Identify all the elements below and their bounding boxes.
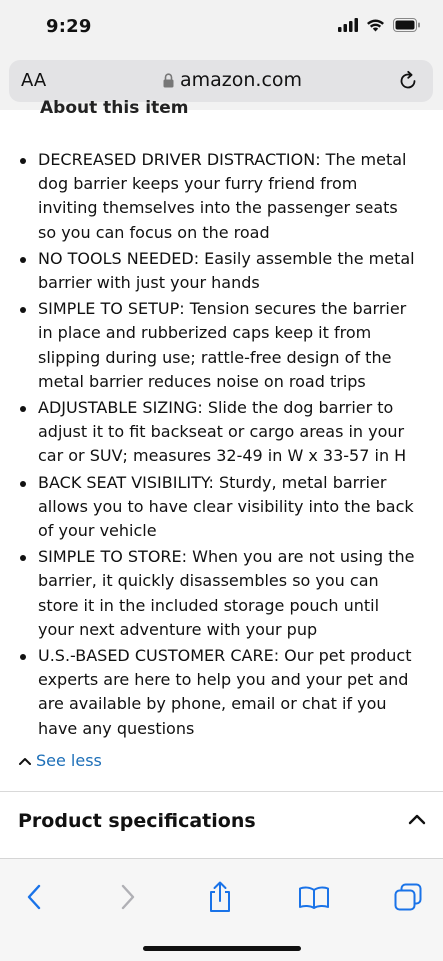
- collapse-chevron-up-icon[interactable]: [407, 812, 427, 826]
- lock-icon: [163, 73, 174, 88]
- status-icons: [338, 18, 421, 32]
- bullet-dot: [20, 555, 26, 561]
- status-time: 9:29: [46, 16, 92, 37]
- back-button[interactable]: [14, 879, 54, 915]
- back-icon: [26, 884, 42, 910]
- bullet-text: NO TOOLS NEEDED: Easily assemble the metal barrier with just your hands: [38, 248, 415, 293]
- bullet-dot: [20, 406, 26, 412]
- page-content: [0, 98, 443, 858]
- list-item: [38, 396, 418, 469]
- bookmarks-button[interactable]: [294, 879, 334, 915]
- list-item: [38, 247, 418, 295]
- share-icon: [207, 881, 233, 913]
- list-item: [38, 148, 418, 245]
- wifi-icon: [366, 18, 385, 32]
- bullet-text: U.S.-BASED CUSTOMER CARE: Our pet product experts are here to help you and your pet and are available by phone, email or chat if you have any questions: [38, 646, 412, 738]
- cellular-signal-icon: [338, 18, 358, 32]
- product-specifications-title[interactable]: Product specifications: [18, 810, 256, 832]
- about-this-item-heading: About this item: [40, 98, 189, 118]
- forward-button[interactable]: [108, 879, 148, 915]
- tabs-button[interactable]: [388, 879, 428, 915]
- section-divider: [0, 791, 443, 792]
- status-bar: [0, 0, 443, 52]
- feature-bullet-list: [38, 148, 418, 743]
- bullet-text: SIMPLE TO STORE: When you are not using the barrier, it quickly disassembles so you can store it in the included storage pouch until your next adventure with your pup: [38, 547, 415, 639]
- see-less-link[interactable]: [18, 751, 102, 770]
- bullet-dot: [20, 257, 26, 263]
- bullet-dot: [20, 654, 26, 660]
- list-item: [38, 297, 418, 394]
- url-field[interactable]: [163, 69, 302, 91]
- bullet-dot: [20, 158, 26, 164]
- bookmarks-icon: [298, 885, 330, 909]
- list-item: [38, 471, 418, 544]
- domain-label: amazon.com: [180, 69, 303, 91]
- bullet-text: BACK SEAT VISIBILITY: Sturdy, metal barrier allows you to have clear visibility into the back of your vehicle: [38, 472, 414, 541]
- battery-icon: [393, 18, 421, 32]
- forward-icon: [120, 884, 136, 910]
- text-size-button[interactable]: AA: [21, 70, 47, 91]
- home-indicator[interactable]: [143, 946, 301, 951]
- list-item: [38, 644, 418, 741]
- bullet-text: ADJUSTABLE SIZING: Slide the dog barrier to adjust it to fit backseat or cargo areas in your car or SUV; measures 32-49 in W x 33-57 in H: [38, 398, 407, 466]
- bullet-dot: [20, 481, 26, 487]
- reload-icon[interactable]: [397, 70, 419, 92]
- see-less-label: See less: [36, 751, 102, 770]
- list-item: [38, 545, 418, 642]
- bullet-text: SIMPLE TO SETUP: Tension secures the barrier in place and rubberized caps keep it from slipping during use; rattle-free design of the metal barrier reduces noise on road trips: [38, 299, 407, 391]
- tabs-icon: [394, 883, 422, 911]
- address-bar[interactable]: [9, 60, 433, 102]
- bullet-text: DECREASED DRIVER DISTRACTION: The metal dog barrier keeps your furry friend from inviting themselves into the passenger seats so you can focus on the road: [38, 150, 407, 242]
- share-button[interactable]: [200, 879, 240, 915]
- chevron-up-icon: [18, 756, 32, 766]
- bullet-dot: [20, 307, 26, 313]
